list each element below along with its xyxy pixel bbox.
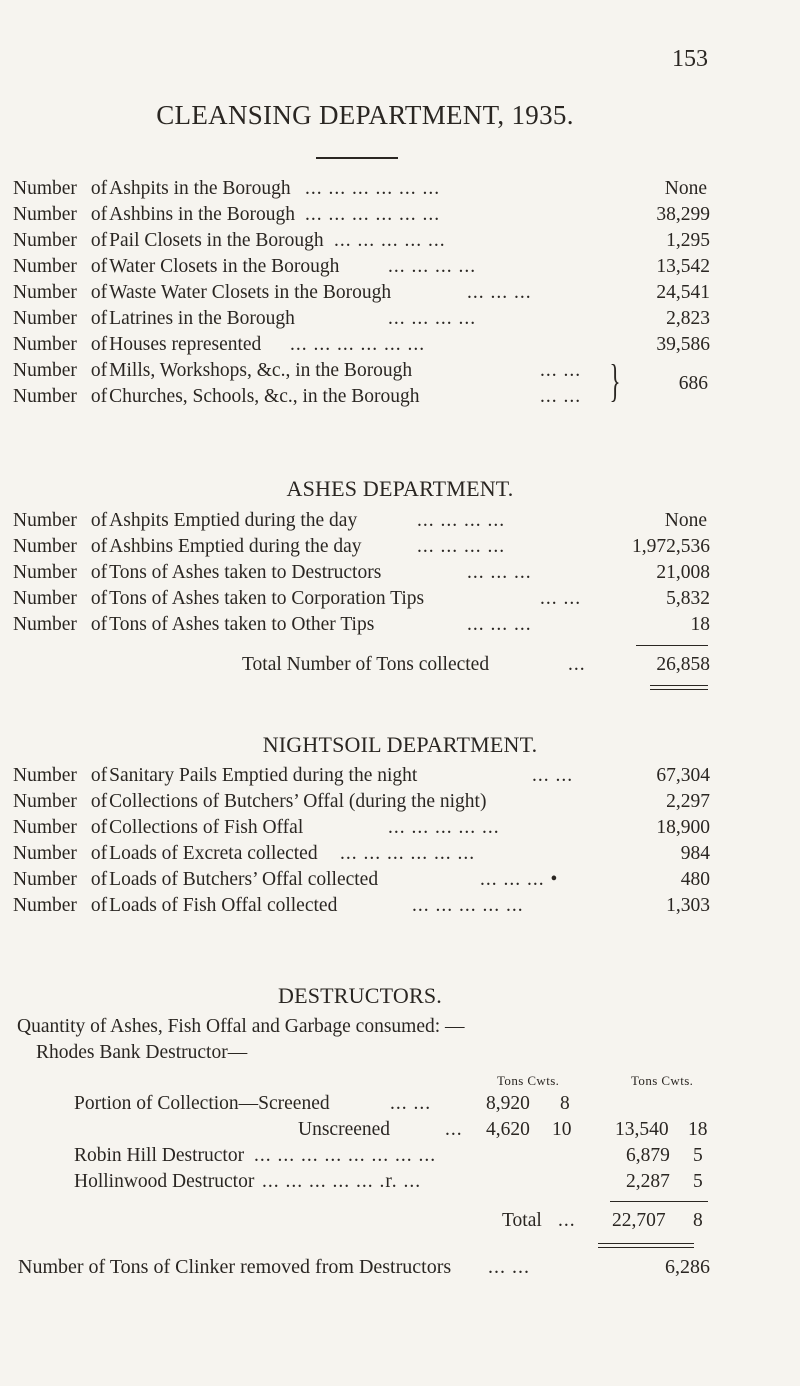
table-row: Number of Sanitary Pails Emptied during the night ... ... 67,304 [13, 765, 710, 786]
rhodes-label: Rhodes Bank Destructor— [36, 1042, 248, 1063]
table-row: Number of Loads of Excreta collected ... ... ... ... ... ... 984 [13, 843, 710, 864]
table-row: Number of Water Closets in the Borough ... ... ... ... 13,542 [13, 256, 710, 277]
ashes-heading: ASHES DEPARTMENT. [286, 476, 514, 501]
table-row: Portion of Collection—Screened ... ... 8,920 8 [74, 1093, 570, 1114]
table-row: Number of Tons of Ashes taken to Destructors ... ... ... 21,008 [13, 562, 710, 583]
col-head-tons-cwts-2: Tons Cwts. [631, 1073, 694, 1088]
table-row: Number of Collections of Fish Offal ... ... ... ... ... 18,900 [13, 817, 710, 838]
subtotal-rule [636, 645, 708, 646]
total-row: Total ... 22,707 8 [502, 1210, 703, 1231]
table-row: Hollinwood Destructor ... ... ... ... ... .r. ... 2,287 5 [74, 1171, 703, 1192]
table-row: Number of Churches, Schools, &c., in the Borough ... ... [13, 386, 582, 407]
table-row: Number of Ashbins in the Borough ... ... ... ... ... ... 38,299 [13, 204, 710, 225]
ashes-total-label: Total Number of Tons collected [242, 654, 490, 675]
table-row: Number of Houses represented ... ... ... ... ... ... 39,586 [13, 334, 710, 355]
table-row: Number of Ashbins Emptied during the day ... ... ... ... 1,972,536 [13, 536, 710, 557]
page-title: CLEANSING DEPARTMENT, 1935. [156, 100, 574, 130]
subtotal-rule [610, 1201, 708, 1202]
destructors-intro: Quantity of Ashes, Fish Offal and Garbage consumed: — [17, 1016, 465, 1037]
title-divider [316, 157, 398, 159]
brace-icon: } [609, 355, 621, 406]
nightsoil-heading: NIGHTSOIL DEPARTMENT. [262, 732, 538, 757]
table-row: Number of Ashpits in the Borough ... ... ... ... ... ... None [13, 178, 707, 199]
destructors-heading: DESTRUCTORS. [278, 983, 442, 1008]
table-row: Number of Tons of Ashes taken to Other Tips ... ... ... 18 [13, 614, 710, 635]
table-row: Number of Collections of Butchers’ Offal (during the night) 2,297 [13, 791, 710, 812]
table-row: Number of Ashpits Emptied during the day ... ... ... ... None [13, 510, 707, 531]
ashes-total-value: 26,858 [656, 654, 710, 675]
table-row: Number of Tons of Ashes taken to Corporation Tips ... ... 5,832 [13, 588, 710, 609]
table-row: Number of Loads of Butchers’ Offal collected ... ... ... • 480 [13, 869, 710, 890]
table-row: Unscreened ... 4,620 10 13,540 18 [298, 1119, 708, 1140]
table-row: Number of Pail Closets in the Borough ... ... ... ... ... 1,295 [13, 230, 710, 251]
page-number: 153 [672, 46, 708, 72]
table-row: Number of Latrines in the Borough ... ... ... ... 2,823 [13, 308, 710, 329]
double-rule [650, 685, 708, 690]
table-row: Number of Loads of Fish Offal collected ... ... ... ... ... 1,303 [13, 895, 710, 916]
table-row: Number of Mills, Workshops, &c., in the Borough ... ... [13, 360, 582, 381]
combined-value: 686 [678, 373, 708, 394]
total-row: Total Number of Tons collected ... 26,858 [242, 654, 710, 675]
col-head-tons-cwts-1: Tons Cwts. [497, 1073, 560, 1088]
double-rule [598, 1243, 694, 1248]
table-row: Number of Waste Water Closets in the Borough ... ... ... 24,541 [13, 282, 710, 303]
table-row: Robin Hill Destructor ... ... ... ... ... ... ... ... 6,879 5 [74, 1145, 703, 1166]
clinker-row: Number of Tons of Clinker removed from Destructors ... ... 6,286 [18, 1256, 710, 1278]
